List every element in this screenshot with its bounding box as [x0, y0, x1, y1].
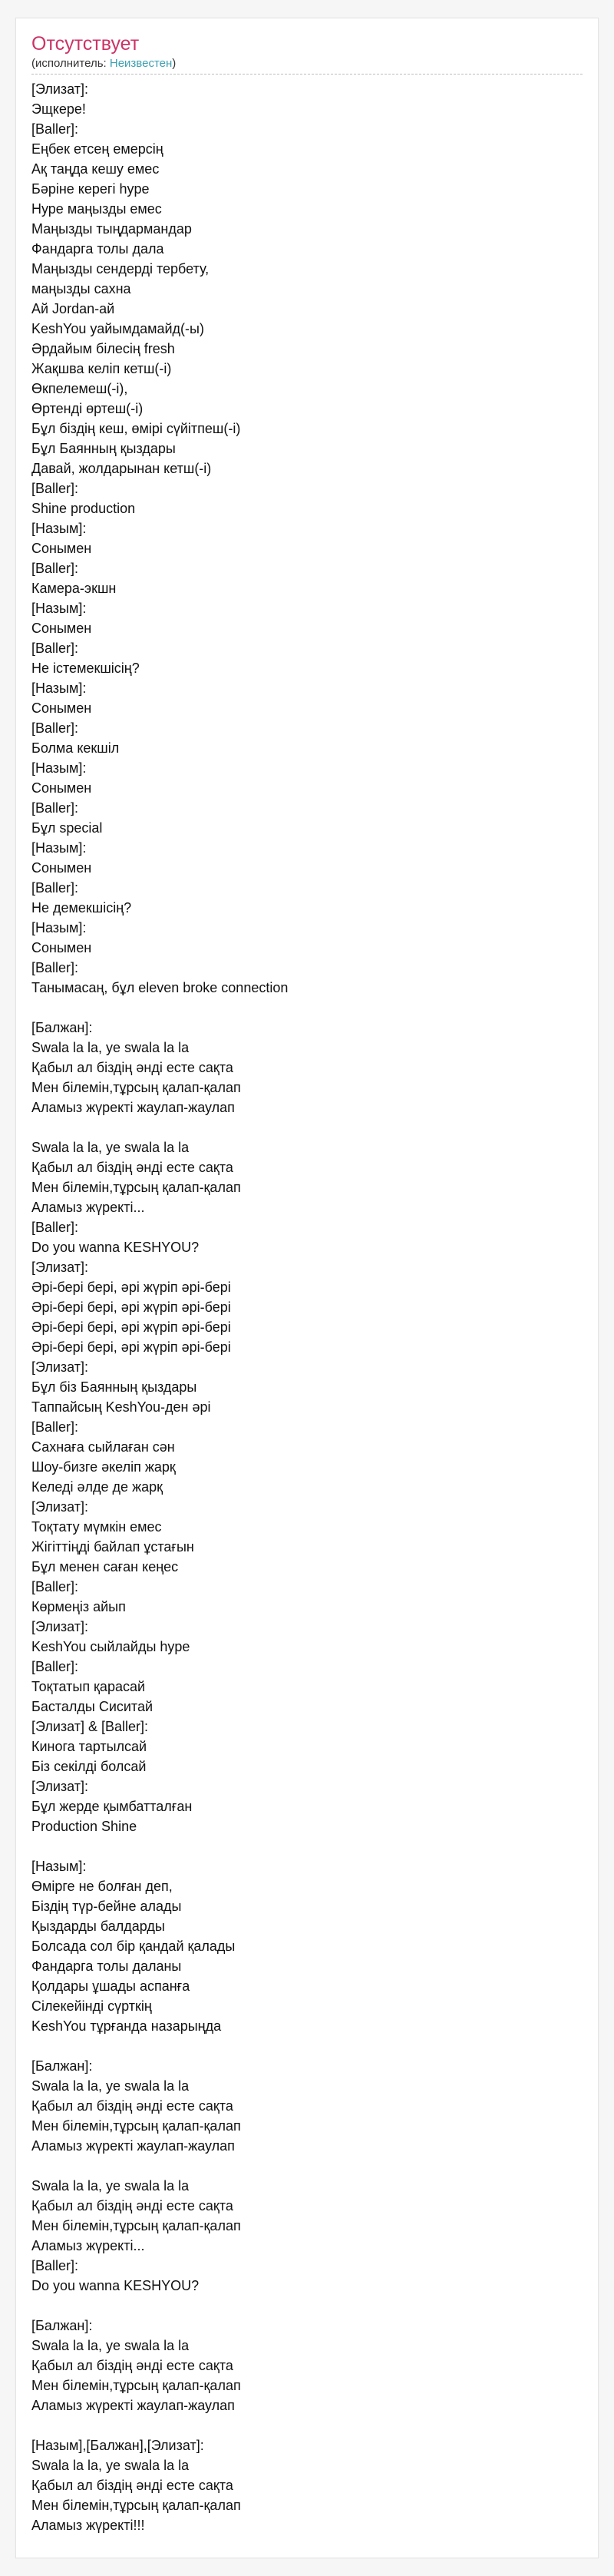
lyric-line: Аламыз жүректі!!! [31, 2518, 145, 2533]
lyric-line: [Элизат]: [31, 1499, 89, 1515]
lyric-line: Do you wanna KESHYOU? [31, 2278, 200, 2293]
lyric-line: KeshYou тұрғанда назарыңда [31, 2018, 222, 2034]
lyric-line: Сонымен [31, 541, 92, 556]
lyric-line: Мен білемін,тұрсың қалап-қалап [31, 2378, 241, 2393]
lyric-line: [Балжан]: [31, 2058, 93, 2074]
lyric-line [31, 2415, 583, 2435]
lyric-line: Әрі-бері бері, әрі жүріп әрі-бері [31, 1280, 231, 1295]
lyric-line: Маңызды тыңдармандар [31, 221, 192, 237]
lyric-line: Қыздарды балдарды [31, 1919, 165, 1934]
lyric-line: Сонымен [31, 700, 92, 716]
lyric-line: Еңбек етсең емерсің [31, 141, 163, 157]
lyric-line: [Назым]: [31, 680, 87, 696]
lyric-line: Біздің түр-бейне алады [31, 1899, 182, 1914]
performer-line [31, 57, 583, 71]
lyric-line: [Baller]: [31, 561, 79, 576]
lyric-line: Аламыз жүректі жаулап-жаулап [31, 1100, 235, 1115]
lyric-line: Әрі-бері бері, әрі жүріп әрі-бері [31, 1319, 231, 1335]
lyric-line: [Балжан]: [31, 2318, 93, 2333]
lyric-line: Жігіттіңді байлап ұстағын [31, 1539, 194, 1555]
lyric-line: [Baller]: [31, 960, 79, 975]
lyric-line: Аламыз жүректі жаулап-жаулап [31, 2138, 235, 2154]
lyric-line: Бұл менен саған кеңес [31, 1559, 179, 1574]
lyric-line: [Элизат]: [31, 81, 89, 97]
lyric-line: [Baller]: [31, 121, 79, 137]
lyric-line [31, 2296, 583, 2316]
lyric-line: [Назым],[Балжан],[Элизат]: [31, 2438, 204, 2453]
lyric-line: Қабыл ал біздің әнді есте сақта [31, 2358, 233, 2373]
lyric-line: Қабыл ал біздің әнді есте сақта [31, 1060, 233, 1075]
lyric-line: Қолдары ұшады аспанға [31, 1978, 190, 1994]
lyric-line: Аламыз жүректі... [31, 2238, 145, 2253]
lyric-line: [Baller]: [31, 1220, 79, 1235]
lyric-line: Өртенді өртеш(-і) [31, 401, 144, 416]
lyric-line: [Элизат]: [31, 1779, 89, 1794]
lyrics-body [31, 79, 583, 2535]
lyric-line: Бұл жерде қымбатталған [31, 1799, 193, 1814]
lyric-line: [Назым]: [31, 920, 87, 935]
lyric-line: Сахнаға сыйлаған сән [31, 1439, 175, 1455]
lyric-line: [Элизат] & [Baller]: [31, 1719, 149, 1734]
lyric-line: Сонымен [31, 780, 92, 796]
lyric-line: Мен білемін,тұрсың қалап-қалап [31, 2498, 241, 2513]
lyrics-card [15, 18, 599, 2558]
lyric-line: [Элизат]: [31, 1619, 89, 1634]
lyric-line: Нуре маңызды емес [31, 201, 162, 217]
lyric-line: маңызды сахна [31, 281, 131, 296]
lyric-line: Келеді әлде де жарқ [31, 1479, 163, 1495]
lyric-line: Әрі-бері бері, әрі жүріп әрі-бері [31, 1339, 231, 1355]
lyric-line: Сонымен [31, 621, 92, 636]
lyric-line: Қабыл ал біздің әнді есте сақта [31, 1160, 233, 1175]
performer-suffix: ) [172, 57, 177, 70]
lyric-line: [Baller]: [31, 800, 79, 816]
lyric-line: Сілекейінді сүрткің [31, 1998, 152, 2014]
lyric-line: Мен білемін,тұрсың қалап-қалап [31, 1180, 241, 1195]
lyric-line [31, 998, 583, 1018]
lyric-line: KeshYou сыйлайды hype [31, 1639, 190, 1654]
lyric-line: Бұл біз Баянның қыздары [31, 1379, 197, 1395]
lyric-line: Өмірге не болған деп, [31, 1879, 173, 1894]
lyric-line: Не демекшісің? [31, 900, 132, 916]
lyric-line: [Baller]: [31, 1419, 79, 1435]
lyric-line: Әрі-бері бері, әрі жүріп әрі-бері [31, 1300, 231, 1315]
lyric-line: Танымасаң, бұл eleven broke connection [31, 980, 289, 995]
lyric-line: Біз секілді болсай [31, 1759, 147, 1774]
lyric-line: Swala la la, ye swala la la [31, 2458, 190, 2473]
song-title: Отсутствует [31, 33, 140, 55]
lyric-line: Жақшва келіп кетш(-і) [31, 361, 172, 376]
lyric-line: Қабыл ал біздің әнді есте сақта [31, 2478, 233, 2493]
lyric-line: Камера-экшн [31, 581, 117, 596]
performer-prefix: (исполнитель: [31, 57, 110, 70]
lyric-line: Тоқтату мүмкін емес [31, 1519, 162, 1535]
lyric-line: Эщкере! [31, 101, 86, 117]
lyric-line: [Назым]: [31, 840, 87, 856]
lyric-line [31, 2156, 583, 2176]
lyric-line: Шоу-бизге әкеліп жарқ [31, 1459, 176, 1475]
lyric-line: [Baller]: [31, 1659, 79, 1674]
lyric-line: [Baller]: [31, 880, 79, 896]
lyric-line: Мен білемін,тұрсың қалап-қалап [31, 2218, 241, 2233]
lyric-line: Ақ таңда кешу емес [31, 161, 160, 177]
lyric-line: Аламыз жүректі жаулап-жаулап [31, 2398, 235, 2413]
lyric-line: [Baller]: [31, 720, 79, 736]
lyric-line: Өкпелемеш(-і), [31, 381, 128, 396]
lyric-line: [Baller]: [31, 481, 79, 496]
lyric-line: Көрмеңіз айып [31, 1599, 126, 1614]
lyric-line [31, 1117, 583, 1137]
lyric-line: Сонымен [31, 940, 92, 955]
lyric-line: Аламыз жүректі... [31, 1200, 145, 1215]
lyric-line: Swala la la, ye swala la la [31, 1140, 190, 1155]
lyric-line: [Назым]: [31, 521, 87, 536]
lyric-line: [Элизат]: [31, 1359, 89, 1375]
lyric-line: Shine production [31, 501, 136, 516]
lyric-line: Сонымен [31, 860, 92, 876]
lyric-line: Маңызды сендерді тербету, [31, 261, 210, 276]
lyric-line: [Baller]: [31, 641, 79, 656]
lyric-line: Ай Jordan-ай [31, 301, 115, 316]
lyric-line: Давай, жолдарынан кетш(-і) [31, 461, 212, 476]
lyric-line: [Элизат]: [31, 1260, 89, 1275]
lyric-line: Бәріне керегі hype [31, 181, 150, 197]
lyric-line: Swala la la, ye swala la la [31, 2078, 190, 2094]
lyric-line: Әрдайым білесің fresh [31, 341, 175, 356]
lyric-line: Болма кекшіл [31, 740, 120, 756]
lyric-line: Қабыл ал біздің әнді есте сақта [31, 2098, 233, 2114]
lyric-line: [Назым]: [31, 601, 87, 616]
lyric-line: Қабыл ал біздің әнді есте сақта [31, 2198, 233, 2213]
lyric-line: Do you wanna KESHYOU? [31, 1240, 200, 1255]
lyric-line: [Baller]: [31, 1579, 79, 1594]
lyric-line: Не істемекшісің? [31, 661, 140, 676]
lyric-line: Swala la la, ye swala la la [31, 2338, 190, 2353]
lyric-line: Бұл Баянның қыздары [31, 441, 176, 456]
lyric-line: [Назым]: [31, 760, 87, 776]
lyric-line: Бұл special [31, 820, 103, 836]
performer-link[interactable]: Неизвестен [109, 57, 173, 70]
lyric-line: Кинога тартылсай [31, 1739, 147, 1754]
lyric-line: [Балжан]: [31, 1020, 93, 1035]
lyric-line: Болсада сол бір қандай қалады [31, 1939, 236, 1954]
lyric-line: Swala la la, ye swala la la [31, 2178, 190, 2194]
lyric-line: Мен білемін,тұрсың қалап-қалап [31, 1080, 241, 1095]
lyric-line: Басталды Сиситай [31, 1699, 154, 1714]
lyric-line: Фандарга толы дала [31, 241, 164, 257]
lyric-line: Таппайсың KeshYou-ден әрі [31, 1399, 211, 1415]
lyric-line: Фандарга толы даланы [31, 1958, 182, 1974]
lyric-line: KeshYou уайымдамайд(-ы) [31, 321, 204, 336]
lyric-line: [Назым]: [31, 1859, 87, 1874]
lyric-line: Бұл біздің кеш, өмірі сүйітпеш(-і) [31, 421, 241, 436]
lyric-line [31, 2036, 583, 2056]
lyric-line: Мен білемін,тұрсың қалап-қалап [31, 2118, 241, 2134]
lyric-line: Swala la la, ye swala la la [31, 1040, 190, 1055]
lyric-line: Тоқтатып қарасай [31, 1679, 146, 1694]
lyric-line: [Baller]: [31, 2258, 79, 2273]
lyric-line: Production Shine [31, 1819, 137, 1834]
lyric-line [31, 1836, 583, 1856]
